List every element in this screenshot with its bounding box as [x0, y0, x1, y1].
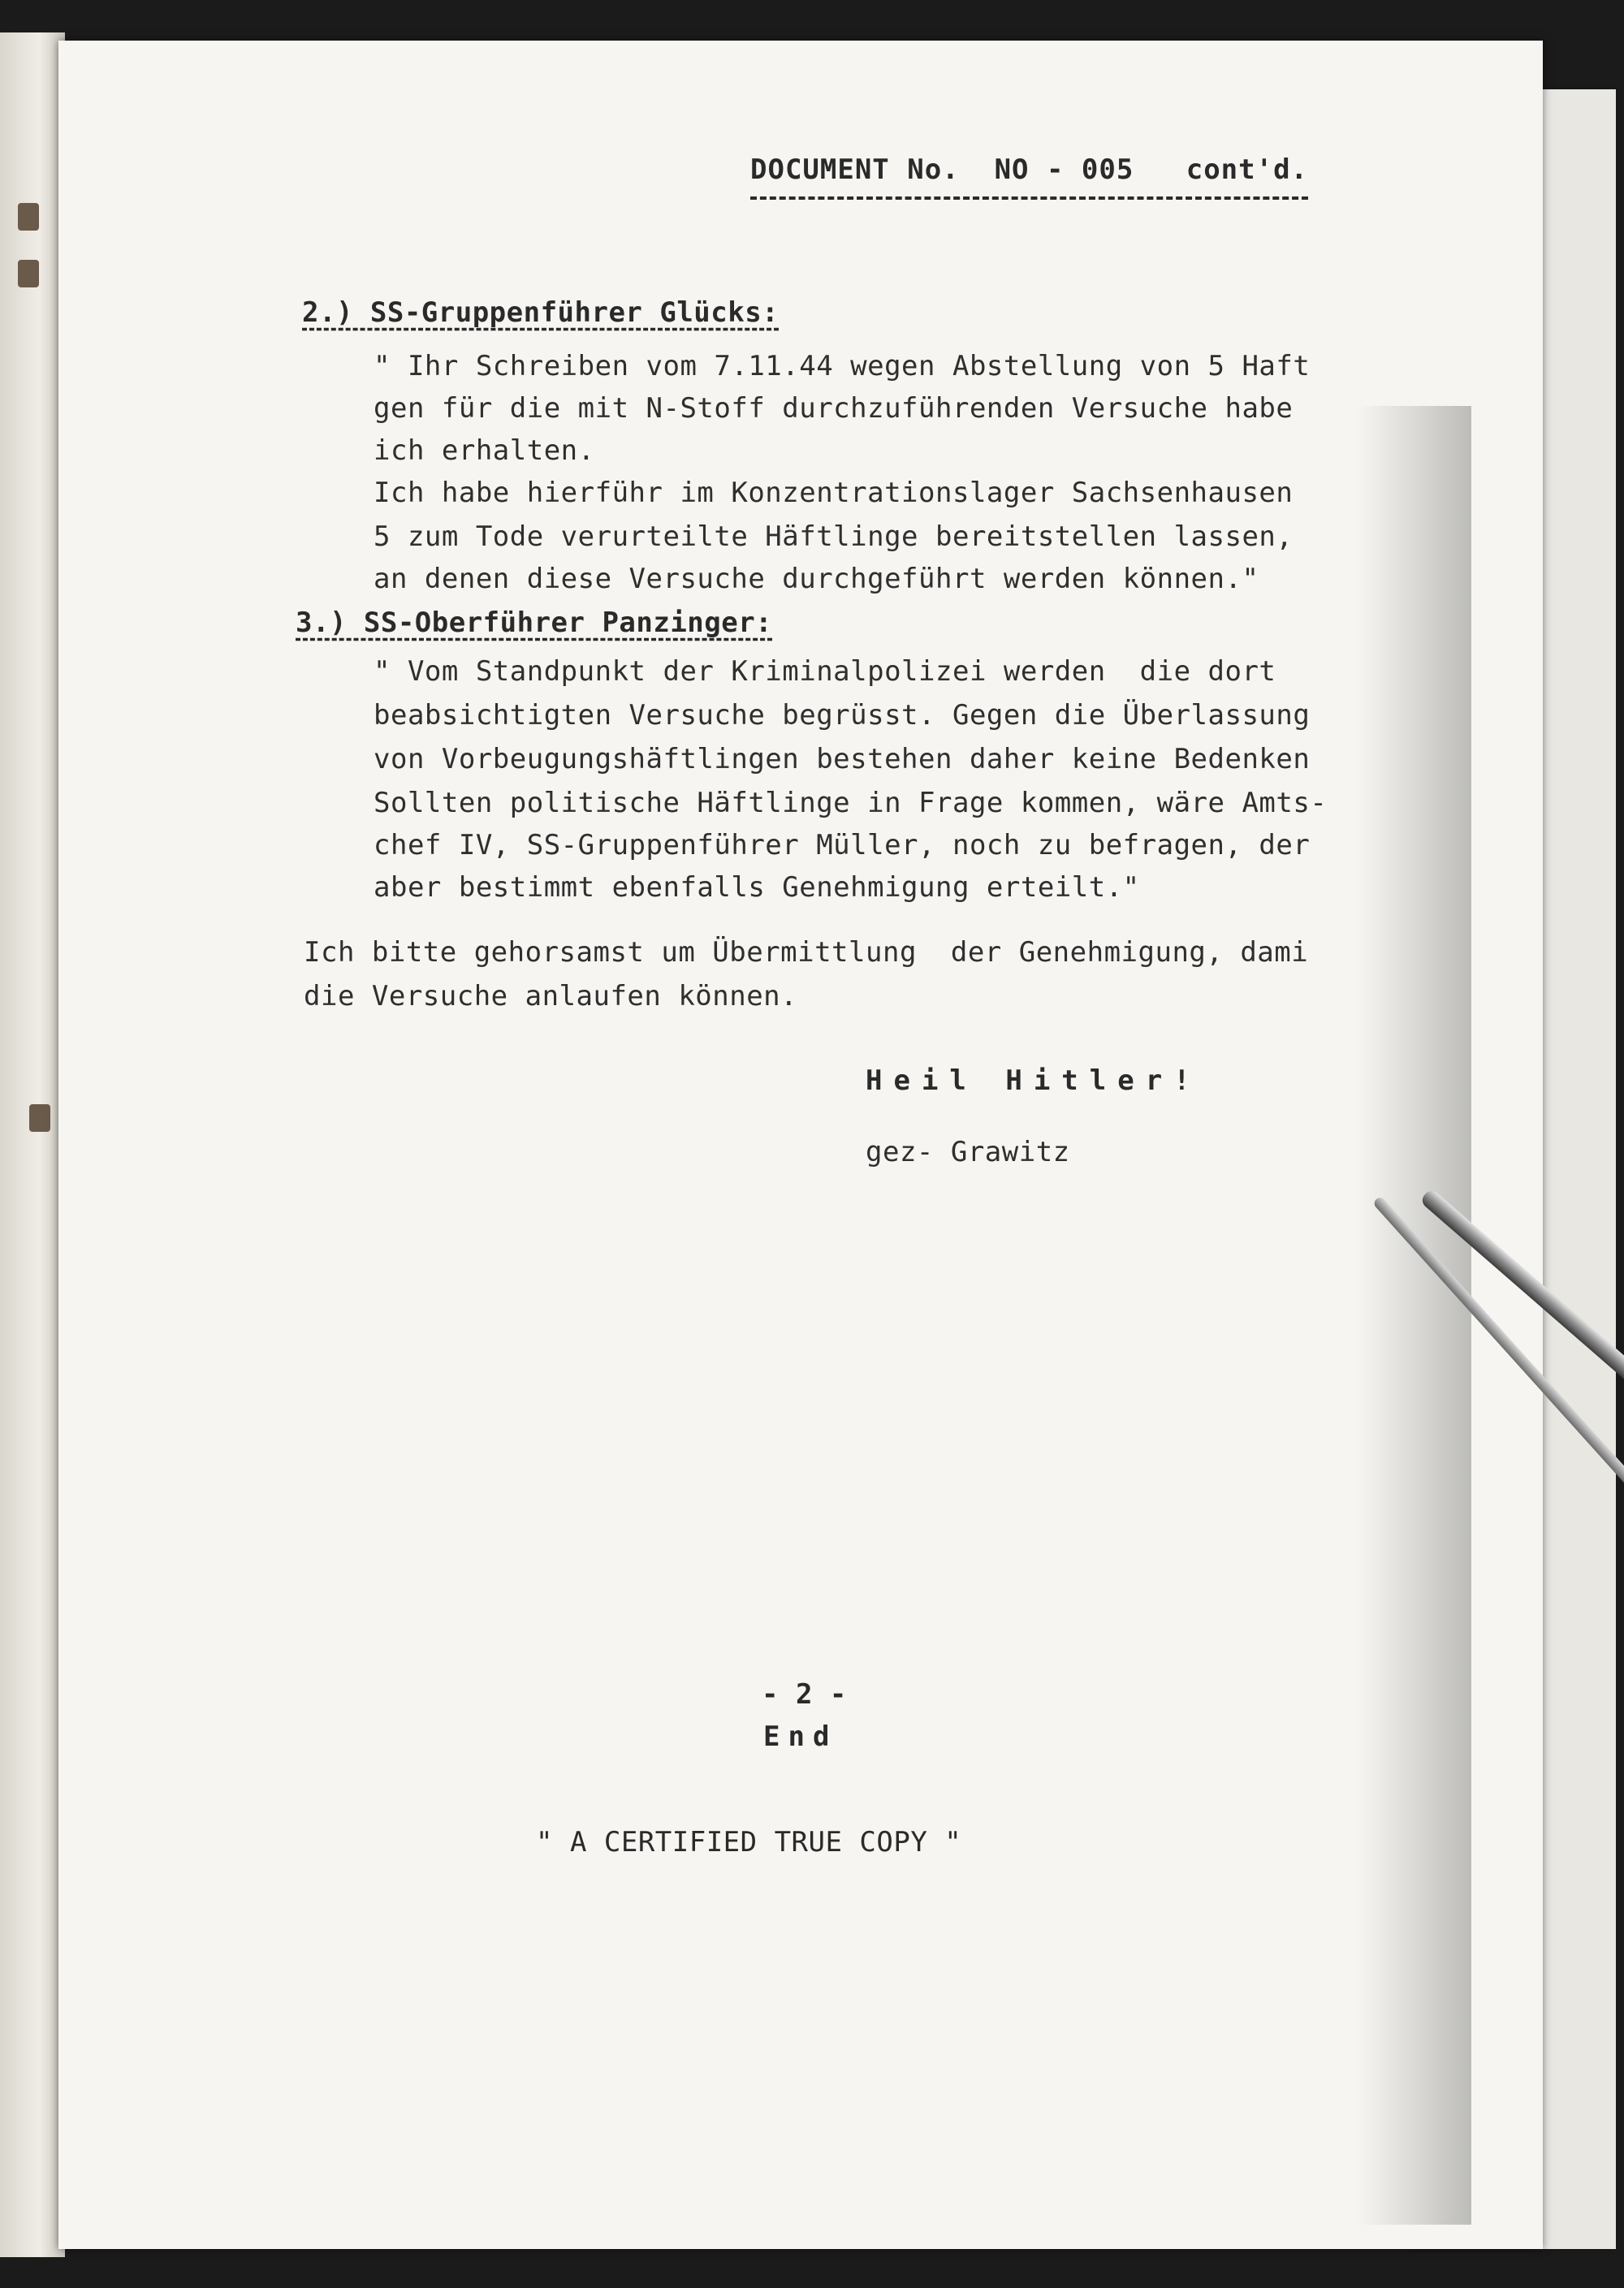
item2-line: " Ihr Schreiben vom 7.11.44 wegen Abstellung von 5 Haft	[374, 350, 1311, 382]
binder-spine	[0, 32, 65, 2257]
signature: gez- Grawitz	[866, 1136, 1070, 1168]
copy-grime	[1358, 406, 1471, 2225]
document-page	[58, 41, 1543, 2249]
binder-clip	[18, 260, 39, 287]
end-marker: End	[763, 1720, 838, 1753]
document-header: DOCUMENT No. NO - 005 cont'd.	[750, 148, 1308, 200]
page-number: - 2 -	[762, 1678, 847, 1711]
item2-heading: 2.) SS-Gruppenführer Glücks:	[302, 296, 780, 329]
item3-line: aber bestimmt ebenfalls Genehmigung erteilt."	[374, 871, 1140, 904]
item3-line: beabsichtigten Versuche begrüsst. Gegen die Überlassung	[374, 699, 1311, 732]
binder-clip	[29, 1104, 50, 1132]
closing-salutation: Heil Hitler!	[866, 1064, 1202, 1097]
item3-heading: 3.) SS-Oberführer Panzinger:	[296, 607, 773, 639]
request-line: die Versuche anlaufen können.	[304, 980, 798, 1012]
item3-line: " Vom Standpunkt der Kriminalpolizei werden die dort	[374, 655, 1276, 688]
item2-line: gen für die mit N-Stoff durchzuführenden Versuche habe	[374, 392, 1294, 425]
item2-line: Ich habe hierführ im Konzentrationslager Sachsenhausen	[374, 477, 1294, 509]
certification-note: " A CERTIFIED TRUE COPY "	[536, 1826, 962, 1858]
item3-line: von Vorbeugungshäftlingen bestehen daher keine Bedenken	[374, 743, 1311, 775]
item2-line: ich erhalten.	[374, 434, 595, 467]
item2-line: an denen diese Versuche durchgeführt werden können."	[374, 563, 1259, 595]
item3-line: chef IV, SS-Gruppenführer Müller, noch zu befragen, der	[374, 829, 1311, 861]
item3-line: Sollten politische Häftlinge in Frage kommen, wäre Amts-	[374, 787, 1328, 819]
item2-line: 5 zum Tode verurteilte Häftlinge bereitstellen lassen,	[374, 520, 1294, 553]
binder-clip	[18, 203, 39, 231]
request-line: Ich bitte gehorsamst um Übermittlung der Genehmigung, dami	[304, 936, 1309, 969]
